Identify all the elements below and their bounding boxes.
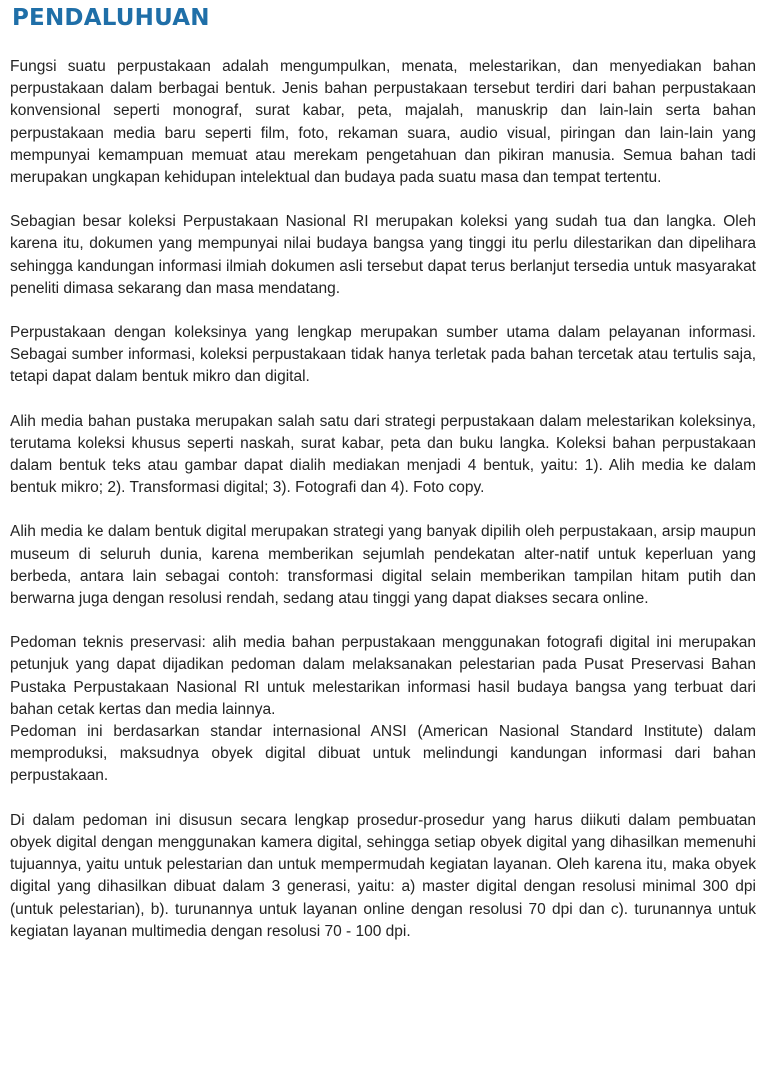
paragraph-alih-media: Alih media bahan pustaka merupakan salah satu dari strategi perpustakaan dalam melestarikan koleksinya, terutama koleksi khusus seperti naskah, surat kabar, peta dan buku langka. Koleksi bahan perpustakaan dalam bentuk teks atau gambar dapat dialih mediakan menjadi 4 bentuk, yaitu: 1). Alih media ke dalam bentuk mikro; 2). Transformasi digital; 3). Fotografi dan 4). Foto copy. [10, 412, 756, 497]
page-title: PENDALUHUAN [12, 5, 210, 31]
paragraph-koleksi-perpusnas: Sebagian besar koleksi Perpustakaan Nasional RI merupakan koleksi yang sudah tua dan langka. Oleh karena itu, dokumen yang mempunyai nilai budaya bangsa yang tinggi itu perlu dilestarikan dan dipelihara sehingga kandungan informasi ilmiah dokumen asli tersebut dapat terus berlanjut tersedia untuk masyarakat peneliti dimasa sekarang dan masa mendatang. [10, 213, 756, 297]
paragraph-fungsi-perpustakaan: Fungsi suatu perpustakaan adalah mengumpulkan, menata, melestarikan, dan menyediakan bahan perpustakaan dalam berbagai bentuk. Jenis bahan perpustakaan tersebut terdiri dari bahan perpustakaan konvensional seperti monograf, surat kabar, peta, majalah, manuskrip dan lain-lain serta bahan perpustakaan media baru seperti film, foto, rekaman suara, audio visual, piringan dan lain-lain yang mempunyai kemampuan memuat atau merekam pengetahuan dan pikiran manusia. Semua bahan tadi merupakan ungkapan kehidupan intelektual dan budaya pada suatu masa dan tempat tertentu. [10, 58, 756, 187]
paragraph-prosedur-digital: Di dalam pedoman ini disusun secara lengkap prosedur-prosedur yang harus diikuti dalam pembuatan obyek digital dengan menggunakan kamera digital, sehingga setiap obyek digital yang dihasilkan memenuhi tujuannya, yaitu untuk pelestarian dan untuk mempermudah kegiatan layanan. Oleh karena itu, maka obyek digital yang dihasilkan dibuat dalam 3 generasi, yaitu: a) master digital dengan resolusi minimal 300 dpi (untuk pelestarian), b). turunannya untuk layanan online dengan resolusi 70 dpi dan c). turunannya untuk kegiatan layanan multimedia dengan resolusi 70 - 100 dpi. [10, 811, 756, 940]
paragraph-standar-ansi: Pedoman ini berdasarkan standar internasional ANSI (American Nasional Standard Institute) dalam memproduksi, maksudnya obyek digital dibuat untuk melindungi kandungan informasi dari bahan perpustakaan. [10, 723, 756, 785]
paragraph-sumber-informasi: Perpustakaan dengan koleksinya yang lengkap merupakan sumber utama dalam pelayanan informasi. Sebagai sumber informasi, koleksi perpustakaan tidak hanya terletak pada bahan tercetak atau tertulis saja, tetapi dapat dalam bentuk mikro dan digital. [10, 324, 756, 386]
paragraph-alih-media-digital: Alih media ke dalam bentuk digital merupakan strategi yang banyak dipilih oleh perpustakaan, arsip maupun museum di seluruh dunia, karena memberikan sejumlah pendekatan alter-natif untuk keperluan yang berbeda, antara lain sebagai contoh: transformasi digital selain memberikan tampilan hitam putih dan berwarna juga dengan resolusi rendah, sedang atau tinggi yang dapat diakses secara online. [10, 523, 756, 608]
paragraph-pedoman-teknis: Pedoman teknis preservasi: alih media bahan perpustakaan menggunakan fotografi digital ini merupakan petunjuk yang dapat dijadikan pedoman dalam melaksanakan pelestarian pada Pusat Preservasi Bahan Pustaka Perpustakaan Nasional RI untuk melestarikan informasi hasil budaya bangsa yang terbuat dari bahan cetak kertas dan media lainnya. [10, 634, 756, 718]
document-body [10, 56, 756, 965]
